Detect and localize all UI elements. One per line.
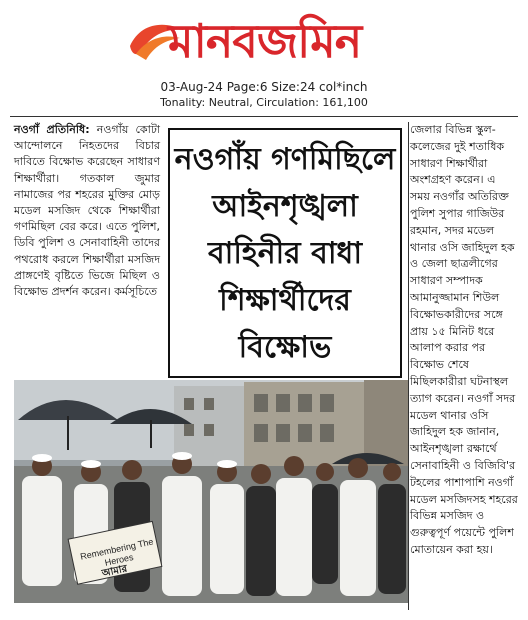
headline-box [168, 128, 402, 378]
headline-line: নওগাঁয় গণমিছিলে [174, 141, 396, 177]
photo-placard-text: আমার [100, 563, 129, 580]
article-left-column [14, 122, 160, 300]
clipping-meta-tonality: Tonality: Neutral, Circulation: 161,100 [160, 96, 368, 109]
newspaper-logo: মানবজমিন [168, 14, 362, 68]
masthead [0, 6, 528, 76]
headline-line: শিক্ষার্থীদের [219, 282, 351, 318]
article-dateline: নওগাঁ প্রতিনিধি: [14, 123, 90, 136]
clipping-meta-date-page: 03-Aug-24 Page:6 Size:24 col*inch [160, 80, 368, 94]
article-right-column: জেলার বিভিন্ন স্কুল-কলেজের দুই শতাধিক সাধারণ শিক্ষার্থীরা অংশগ্রহণ করেন। এ সময় নওগাঁর অতিরিক্ত পুলিশ সুপার গাজিউর রহমান, সদর মডেল থানার ওসি জাহিদুল হক ও জেলা ছাত্রলীগের সাধারণ সম্পাদক আমানুজ্জামান শিউল বিক্ষোভকারীদের সঙ্গে প্রায় ১৫ মিনিট ধরে আলাপ করার পর বিক্ষোভ শেষে মিছিলকারীরা ঘটনাস্থল ত্যাগ করেন। নওগাঁ সদর মডেল থানার ওসি জাহিদুল হক জানান, আইনশৃঙ্খলা রক্ষার্থে সেনাবাহিনী ও বিজিবি'র টহলের পাশাপাশি নওগাঁ মডেল মসজিদসহ শহরের বিভিন্ন মসজিদ ও গুরুত্বপূর্ণ পয়েন্টে পুলিশ মোতায়েন করা হয়। [410, 123, 518, 556]
column-divider [408, 122, 409, 610]
headline [175, 136, 396, 371]
top-rule [10, 116, 518, 117]
headline-line: আইনশৃঙ্খলা [212, 188, 358, 224]
article-left-text: নওগাঁয় কোটা আন্দোলনে নিহতদের বিচার দাবিতে বিক্ষোভ করেছেন সাধারণ শিক্ষার্থীরা। গতকাল জুমার নামাজের পর শহরের মুক্তির মোড় মডেল মসজিদ থেকে শিক্ষার্থীরা গণমিছিল বের করে। এতে পুলিশ, ডিবি পুলিশ ও সেনাবাহিনী তাদের পথরোধ করলে শিক্ষার্থীরা মসজিদ প্রাঙ্গণেই বৃষ্টিতে ভিজে মিছিল ও বিক্ষোভ প্রদর্শন করেন। কর্মসূচিতে [14, 123, 160, 299]
headline-line: বিক্ষোভ [238, 329, 332, 365]
protest-photo-image [14, 380, 408, 603]
photo-banner-text: Remembering The Heroes [79, 536, 155, 568]
protest-photo [14, 380, 408, 603]
headline-line: বাহিনীর বাধা [207, 235, 363, 271]
